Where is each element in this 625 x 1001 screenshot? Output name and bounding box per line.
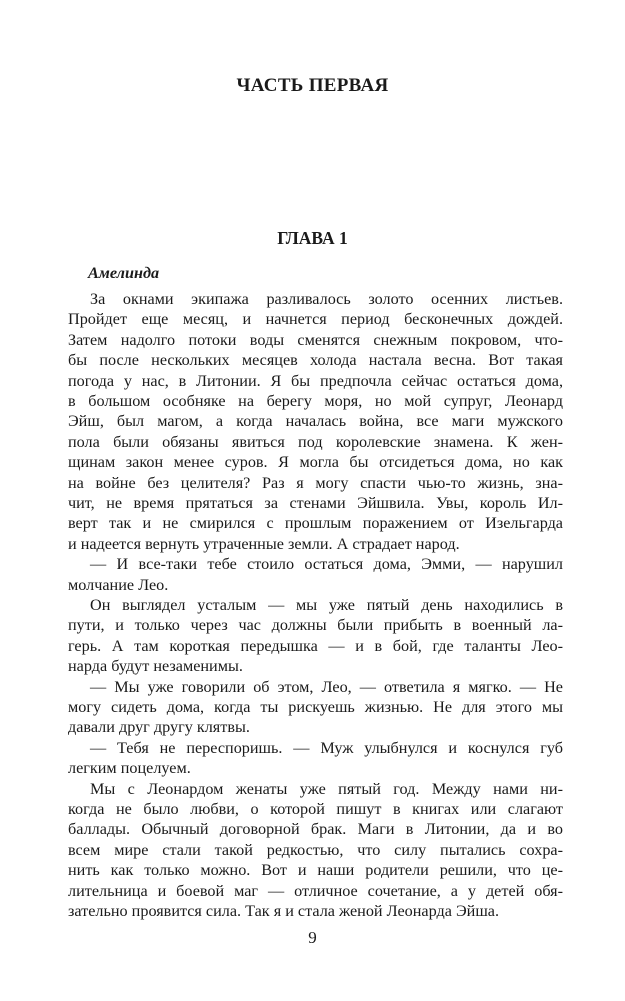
pov-character-name: Амелинда bbox=[88, 264, 160, 282]
text-line: щинам закон менее суров. Я могла бы отсидеться дома, но как bbox=[68, 453, 563, 472]
text-line: могу сидеть дома, когда ты рискуешь жизнью. Не для этого мы bbox=[68, 698, 563, 716]
chapter-title: ГЛАВА 1 bbox=[277, 228, 348, 248]
text-line: легким поцелуем. bbox=[68, 759, 191, 778]
text-line: давали друг другу клятвы. bbox=[68, 718, 250, 737]
text-line: Он выглядел усталым — мы уже пятый день находились в bbox=[90, 596, 563, 614]
part-title: ЧАСТЬ ПЕРВАЯ bbox=[236, 75, 389, 96]
text-line: чит, не время прятаться за стенами Эйшвила. Увы, король Ил- bbox=[68, 494, 563, 512]
text-line: бы после нескольких месяцев холода настала весна. Вот такая bbox=[68, 351, 563, 370]
text-line: и надеется вернуть утраченные земли. А страдает народ. bbox=[68, 534, 460, 553]
page-number: 9 bbox=[308, 928, 317, 947]
text-line: лительница и боевой маг — отличное сочетание, а у детей обя- bbox=[68, 881, 563, 900]
text-line: пути, и только через час должны были прибыть в военный ла- bbox=[68, 616, 563, 635]
text-line: зательно проявится сила. Так я и стала женой Леонарда Эйша. bbox=[68, 902, 500, 920]
text-line: молчание Лео. bbox=[68, 575, 169, 594]
text-line: Мы с Леонардом женаты уже пятый год. Между нами ни- bbox=[90, 779, 563, 798]
text-line: — Мы уже говорили об этом, Лео, — ответила я мягко. — Не bbox=[90, 677, 563, 696]
text-line: в большом особняке на берегу моря, но мой супруг, Леонард bbox=[68, 392, 563, 410]
text-line: нарда будут незаменимы. bbox=[68, 657, 243, 676]
text-line: пола были обязаны явиться под королевские знамена. К жен- bbox=[68, 432, 563, 451]
text-line: погода у нас, в Литонии. Я бы предпочла сейчас остаться дома, bbox=[68, 371, 563, 390]
text-line: За окнами экипажа разливалось золото осенних листьев. bbox=[90, 290, 563, 308]
text-line: всем мире стали такой редкостью, что силу пытались сохра- bbox=[68, 840, 563, 859]
text-line: Пройдет еще месяц, и начнется период бесконечных дождей. bbox=[68, 310, 563, 329]
text-line: Эйш, был магом, а когда началась война, все маги мужского bbox=[68, 412, 563, 431]
text-line: герь. А там короткая передышка — и в бой, где таланты Лео- bbox=[68, 636, 563, 655]
text-line: когда не было любви, о которой пишут в книгах или слагают bbox=[68, 800, 563, 818]
text-line: — И все-таки тебе стоило остаться дома, Эмми, — нарушил bbox=[90, 555, 563, 574]
text-line: на войне без целителя? Раз я могу спасти чью-то жизнь, зна- bbox=[68, 473, 563, 492]
text-line: верт так и не смирился с прошлым поражением от Изельгарда bbox=[68, 514, 563, 533]
text-line: нить как только можно. Вот и наши родители решили, что це- bbox=[68, 861, 563, 880]
text-line: баллады. Обычный договорной брак. Маги в Литонии, да и во bbox=[68, 820, 563, 839]
text-line: Затем надолго потоки воды сменятся снежным покровом, что- bbox=[68, 330, 563, 349]
text-line: — Тебя не переспоришь. — Муж улыбнулся и коснулся губ bbox=[90, 738, 563, 757]
